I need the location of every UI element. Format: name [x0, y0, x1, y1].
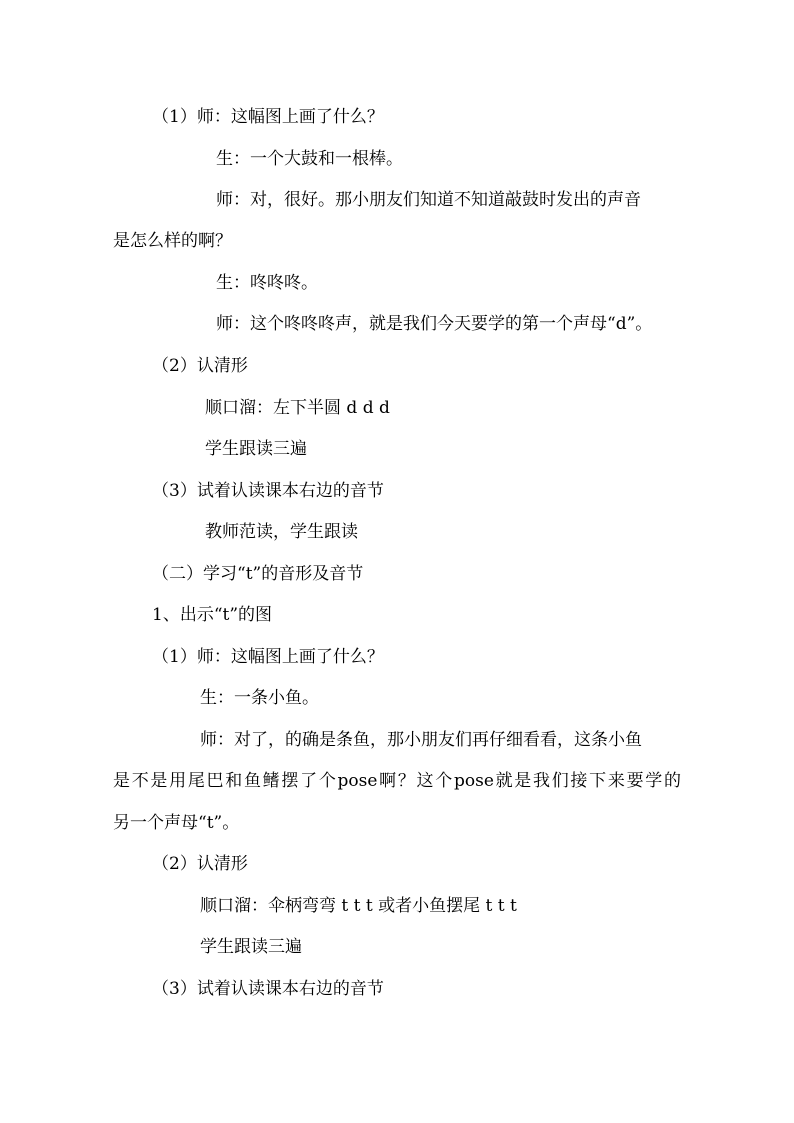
- text-line: 生：一条小鱼。: [200, 688, 319, 708]
- text-line: 生：咚咚咚。: [216, 273, 318, 293]
- text-line: 师：这个咚咚咚声，就是我们今天要学的第一个声母“d”。: [216, 314, 653, 334]
- text-line: 是不是用尾巴和鱼鳍摆了个pose啊？这个pose就是我们接下来要学的: [113, 771, 681, 791]
- text-line: （1）师：这幅图上画了什么？: [152, 107, 384, 127]
- text-line: 1、出示“t”的图: [152, 605, 273, 625]
- text-line: 师：对，很好。那小朋友们知道不知道敲鼓时发出的声音: [216, 190, 641, 210]
- text-line: （二）学习“t”的音形及音节: [152, 564, 364, 584]
- text-line: 顺口溜：左下半圆 d d d: [205, 398, 390, 418]
- text-line: （2）认清形: [152, 854, 248, 874]
- text-line: （2）认清形: [152, 356, 248, 376]
- text-line: 学生跟读三遍: [200, 937, 302, 957]
- text-line: 另一个声母“t”。: [113, 813, 240, 833]
- text-line: （3）试着认读课本右边的音节: [152, 979, 384, 999]
- text-line: （1）师：这幅图上画了什么？: [152, 647, 384, 667]
- text-line: 师：对了，的确是条鱼，那小朋友们再仔细看看，这条小鱼: [200, 730, 642, 750]
- text-line: 生：一个大鼓和一根棒。: [216, 149, 403, 169]
- text-line: 学生跟读三遍: [205, 439, 307, 459]
- text-line: 顺口溜：伞柄弯弯 t t t 或者小鱼摆尾 t t t: [200, 896, 517, 916]
- text-line: （3）试着认读课本右边的音节: [152, 481, 384, 501]
- text-line: 教师范读，学生跟读: [205, 522, 358, 542]
- text-line: 是怎么样的啊？: [113, 231, 232, 251]
